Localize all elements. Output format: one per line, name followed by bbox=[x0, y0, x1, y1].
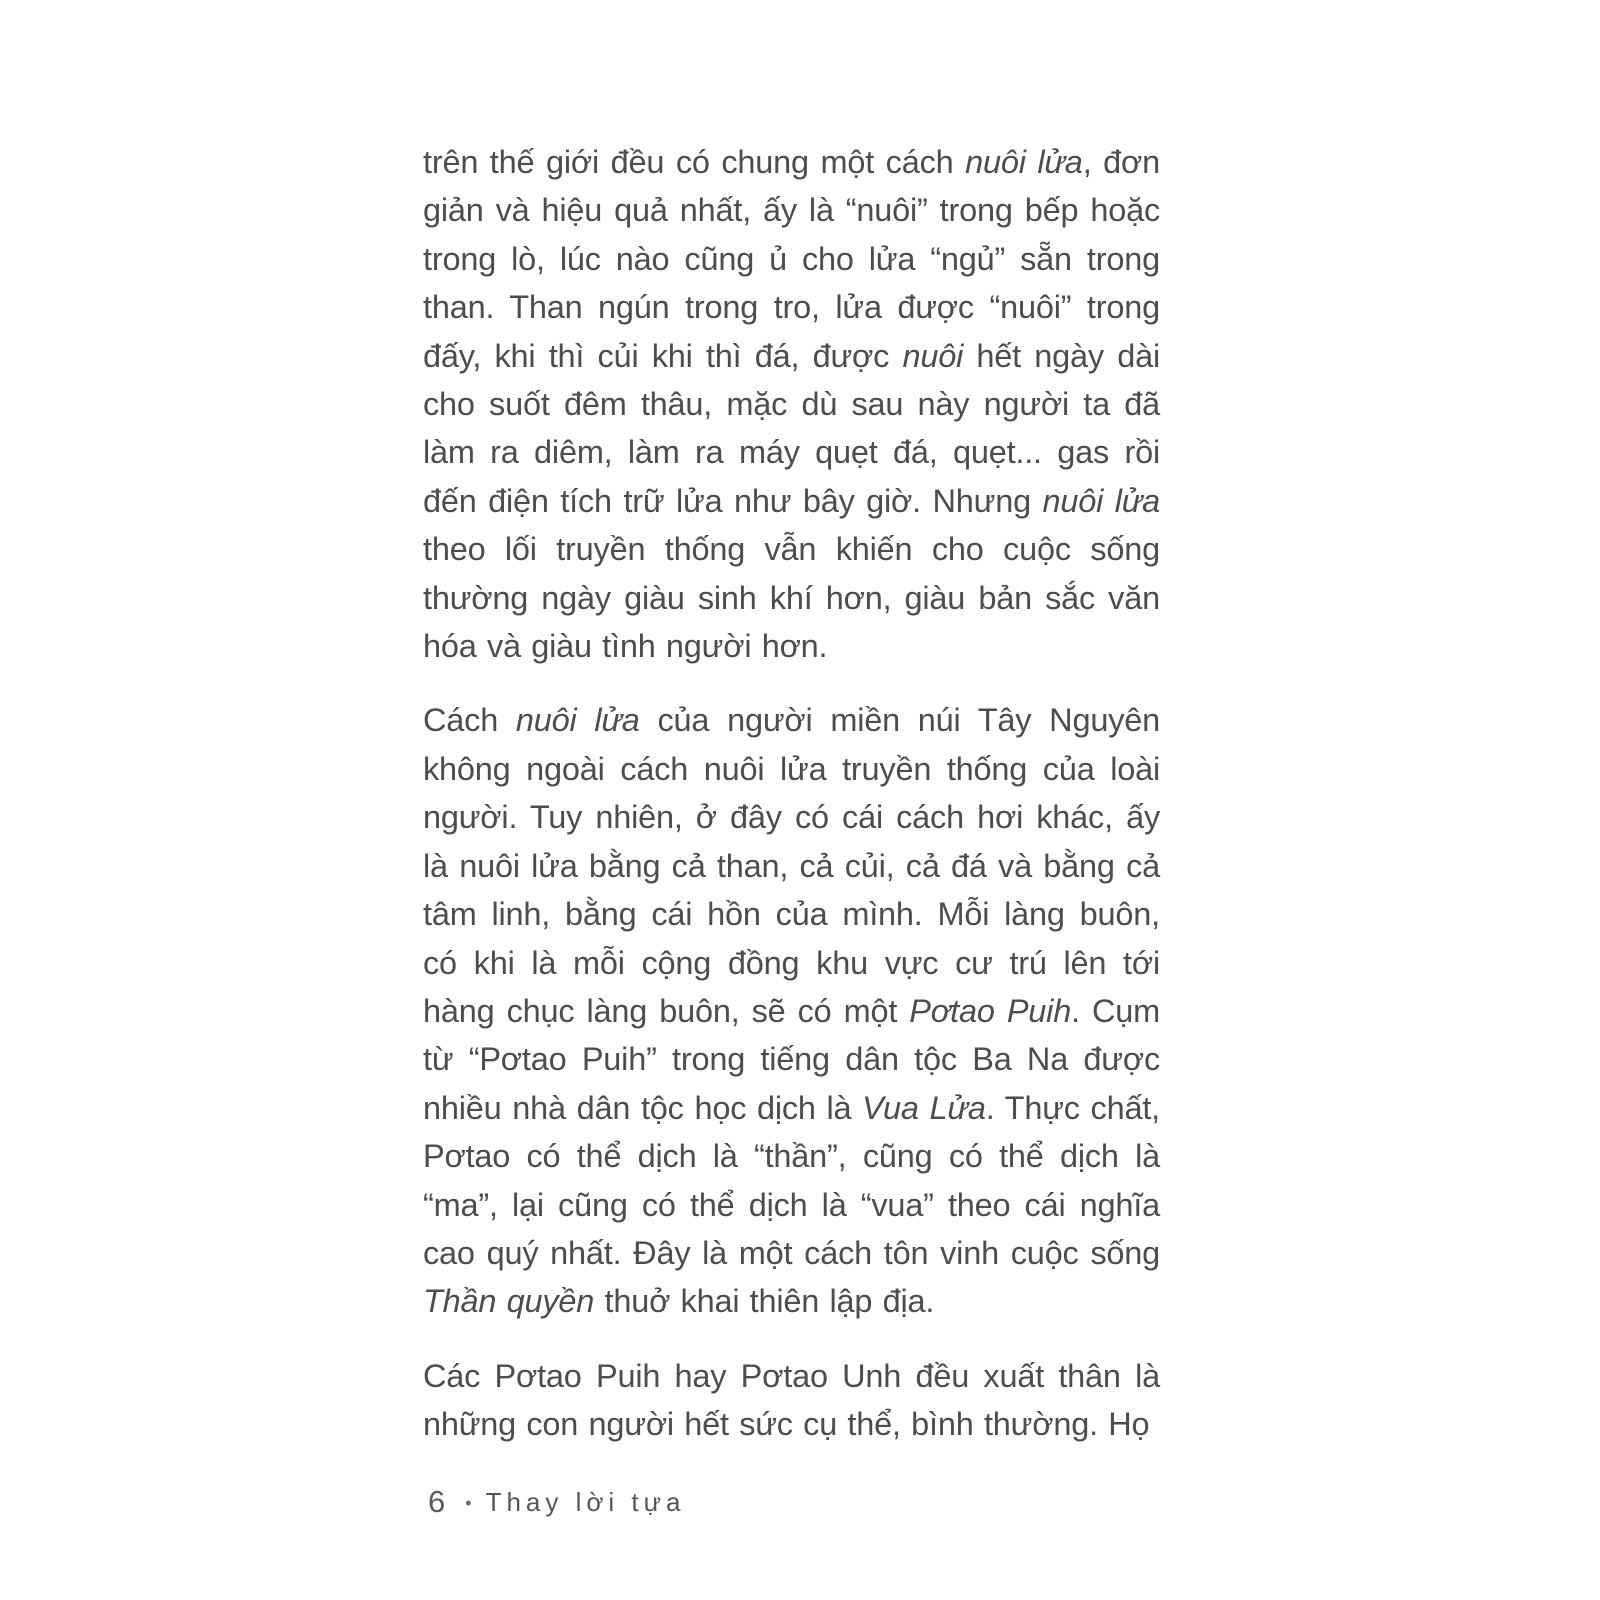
paragraph bbox=[423, 696, 1160, 1325]
paragraph bbox=[423, 138, 1160, 670]
italic-text-segment: nuôi bbox=[902, 337, 964, 374]
italic-text-segment: Pơtao Puih bbox=[909, 992, 1072, 1029]
page-footer bbox=[428, 1484, 686, 1520]
text-segment: . Thực chất, Pơtao có thể dịch là “thần”, cũng có thể dịch là “ma”, lại cũng có thể dịch là “vua” theo cái nghĩa cao quý nhất. Đây là một cách tôn vinh cuộc sống bbox=[423, 1089, 1161, 1271]
paragraph bbox=[423, 1352, 1160, 1449]
italic-text-segment: nuôi lửa bbox=[1042, 482, 1160, 519]
text-segment: của người miền núi Tây Nguyên không ngoài cách nuôi lửa truyền thống của loài người. Tuy nhiên, ở đây có cái cách hơi khác, ấy là nuôi lửa bằng cả than, cả củi, cả đá và bằng cả tâm linh, bằng cái hồn của mình. Mỗi làng buôn, có khi là mỗi cộng đồng khu vực cư trú lên tới hàng chục làng buôn, sẽ có một bbox=[423, 702, 1160, 1029]
body-text bbox=[423, 138, 1160, 1449]
text-segment: trên thế giới đều có chung một cách bbox=[423, 144, 966, 180]
text-segment: Các Pơtao Puih hay Pơtao Unh đều xuất thân là những con người hết sức cụ thể, bình thường. Họ bbox=[423, 1357, 1160, 1443]
italic-text-segment: nuôi lửa bbox=[515, 702, 640, 739]
text-segment: hết ngày dài cho suốt đêm thâu, mặc dù sau này người ta đã làm ra diêm, làm ra máy quẹt đá, quẹt... gas rồi đến điện tích trữ lửa như bây giờ. Nhưng bbox=[423, 337, 1161, 519]
page-number: 6 bbox=[428, 1484, 448, 1519]
italic-text-segment: Vua Lửa bbox=[862, 1089, 986, 1126]
text-segment: thuở khai thiên lập địa. bbox=[594, 1283, 935, 1320]
italic-text-segment: Thần quyền bbox=[423, 1283, 595, 1320]
text-segment: Cách bbox=[423, 702, 516, 739]
text-segment: . Cụm từ “Pơtao Puih” trong tiếng dân tộc Ba Na được nhiều nhà dân tộc học dịch là bbox=[423, 992, 1160, 1126]
text-segment: theo lối truyền thống vẫn khiến cho cuộc sống thường ngày giàu sinh khí hơn, giàu bản sắc văn hóa và giàu tình người hơn. bbox=[423, 531, 1160, 665]
bullet-separator-icon: • bbox=[465, 1492, 472, 1513]
section-title: Thay lời tựa bbox=[485, 1486, 686, 1517]
text-segment: , đơn giản và hiệu quả nhất, ấy là “nuôi” trong bếp hoặc trong lò, lúc nào cũng ủ cho lửa “ngủ” sẵn trong than. Than ngún trong tro, lửa được “nuôi” trong đấy, khi thì củi khi thì đá, được bbox=[423, 144, 1160, 374]
italic-text-segment: nuôi lửa bbox=[965, 144, 1083, 180]
